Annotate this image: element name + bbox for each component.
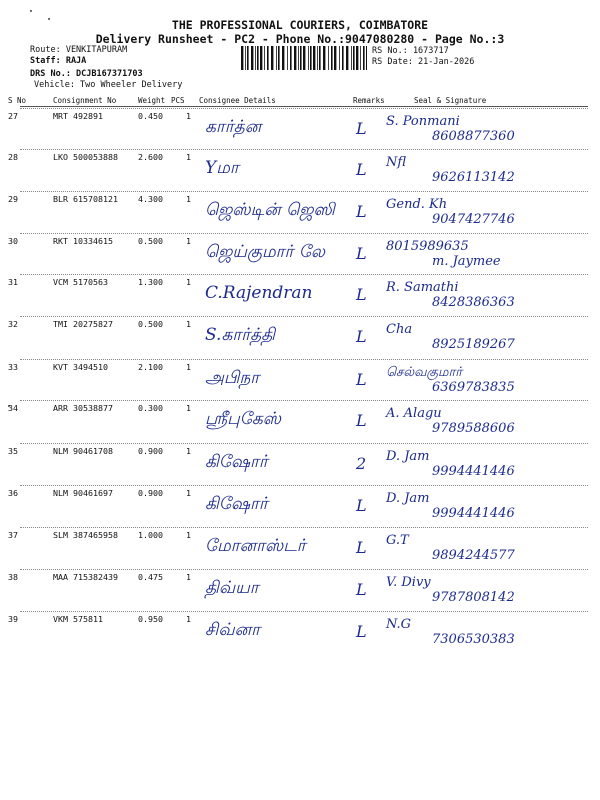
cell-consignment-no: LKO 500053888: [53, 152, 118, 162]
signature-phone: m. Jaymee: [432, 254, 501, 269]
consignee-handwriting: மோனாஸ்டர்: [205, 536, 306, 556]
cell-weight: 1.000: [138, 530, 163, 540]
signature-name: A. Alagu: [386, 406, 442, 421]
signature-phone: 8925189267: [432, 337, 515, 352]
consignee-handwriting: அபிநா: [205, 368, 260, 388]
rs-date: RS Date: 21-Jan-2026: [372, 57, 475, 67]
cell-pcs: 1: [186, 194, 191, 204]
col-consignment: Consignment No: [53, 96, 117, 105]
row-divider: [20, 108, 588, 109]
runsheet-title: THE PROFESSIONAL COURIERS, COIMBATORE: [171, 18, 429, 32]
cell-consignment-no: VKM 575811: [53, 614, 103, 624]
cell-pcs: 1: [186, 614, 191, 624]
row-divider: [20, 316, 588, 317]
vehicle-label: Vehicle: Two Wheeler Delivery: [34, 80, 183, 90]
signature-name: Cha: [386, 322, 413, 337]
cell-weight: 0.300: [138, 403, 163, 413]
signature-name: G.T: [386, 533, 409, 548]
cell-weight: 1.300: [138, 277, 163, 287]
consignee-handwriting: ஜெஸ்டின் ஜெஸி: [205, 200, 335, 220]
table-row: [0, 446, 600, 488]
row-divider: [20, 274, 588, 275]
signature-phone: 9994441446: [432, 506, 515, 521]
signature-phone: 8608877360: [432, 129, 515, 144]
signature-phone: 9894244577: [432, 548, 515, 563]
table-row: [0, 277, 600, 319]
cell-consignment-no: VCM 5170563: [53, 277, 108, 287]
remark-handwriting: L: [356, 580, 367, 599]
row-divider: [20, 233, 588, 234]
remark-handwriting: L: [356, 496, 367, 515]
signature-name: 8015989635: [386, 239, 469, 254]
row-divider: [20, 400, 588, 401]
col-weight: Weight: [138, 96, 166, 105]
remark-handwriting: L: [356, 119, 367, 138]
staff-label: Staff: RAJA: [30, 56, 87, 66]
signature-name: D. Jam: [386, 449, 430, 464]
consignee-handwriting: Yமா: [205, 158, 239, 178]
cell-pcs: 1: [186, 319, 191, 329]
cell-weight: 4.300: [138, 194, 163, 204]
row-divider: [20, 611, 588, 612]
cell-sno: 31: [8, 277, 18, 287]
cell-consignment-no: TMI 20275827: [53, 319, 113, 329]
row-divider: [20, 569, 588, 570]
remark-handwriting: 2: [356, 454, 367, 473]
table-row: [0, 572, 600, 614]
cell-consignment-no: NLM 90461697: [53, 488, 113, 498]
cell-pcs: 1: [186, 362, 191, 372]
table-row: [0, 362, 600, 404]
remark-handwriting: L: [356, 244, 367, 263]
table-row: [0, 152, 600, 194]
cell-weight: 0.500: [138, 236, 163, 246]
cell-pcs: 1: [186, 236, 191, 246]
table-row: [0, 194, 600, 236]
col-seal-signature: Seal & Signature: [414, 96, 487, 105]
cell-weight: 2.100: [138, 362, 163, 372]
cell-sno: 39: [8, 614, 18, 624]
table-row: [0, 319, 600, 361]
cell-consignment-no: MRT 492891: [53, 111, 103, 121]
cell-weight: 0.500: [138, 319, 163, 329]
cell-sno: 30: [8, 236, 18, 246]
cell-pcs: 1: [186, 446, 191, 456]
cell-consignment-no: RKT 10334615: [53, 236, 113, 246]
signature-name: செல்வகுமார்: [386, 365, 463, 380]
cell-pcs: 1: [186, 403, 191, 413]
route-label: Route: VENKITAPURAM: [30, 45, 128, 55]
remark-handwriting: L: [356, 160, 367, 179]
cell-sno: 32: [8, 319, 18, 329]
signature-name: Gend. Kh: [386, 197, 448, 212]
table-row: [0, 530, 600, 572]
col-consignee: Consignee Details: [199, 96, 276, 105]
table-row: [0, 403, 600, 445]
consignee-handwriting: கிஷோர்: [205, 494, 268, 514]
row-divider: [20, 527, 588, 528]
consignee-handwriting: திவ்யா: [205, 578, 259, 598]
cell-weight: 0.900: [138, 488, 163, 498]
cell-sno: 36: [8, 488, 18, 498]
consignee-handwriting: ஜெய்குமார் லே: [205, 242, 326, 262]
cell-pcs: 1: [186, 530, 191, 540]
signature-name: D. Jam: [386, 491, 430, 506]
cell-sno: 33: [8, 362, 18, 372]
cell-consignment-no: KVT 3494510: [53, 362, 108, 372]
remark-handwriting: L: [356, 202, 367, 221]
cell-consignment-no: NLM 90461708: [53, 446, 113, 456]
row-divider: [20, 191, 588, 192]
cell-weight: 0.950: [138, 614, 163, 624]
signature-phone: 8428386363: [432, 295, 515, 310]
consignee-handwriting: கிஷோர்: [205, 452, 268, 472]
col-sno: S No: [8, 96, 27, 105]
cell-pcs: 1: [186, 111, 191, 121]
cell-sno: 35: [8, 446, 18, 456]
cell-pcs: 1: [186, 572, 191, 582]
remark-handwriting: L: [356, 622, 367, 641]
cell-weight: 0.900: [138, 446, 163, 456]
runsheet-subtitle: Delivery Runsheet - PC2 - Phone No.:9047080280 - Page No.:3: [95, 32, 505, 46]
cell-sno: 29: [8, 194, 18, 204]
cell-consignment-no: ARR 30538877: [53, 403, 113, 413]
cell-sno: 38: [8, 572, 18, 582]
signature-phone: 9047427746: [432, 212, 515, 227]
signature-name: R. Samathi: [386, 280, 459, 295]
cell-weight: 0.450: [138, 111, 163, 121]
cell-pcs: 1: [186, 488, 191, 498]
table-row: [0, 236, 600, 278]
consignee-handwriting: சிவ்னா: [205, 620, 260, 640]
cell-sno: 28: [8, 152, 18, 162]
row-divider: [20, 359, 588, 360]
row-divider: [20, 149, 588, 150]
remark-handwriting: L: [356, 285, 367, 304]
signature-phone: 7306530383: [432, 632, 515, 647]
table-row: [0, 111, 600, 153]
consignee-handwriting: S.கார்த்தி: [205, 325, 276, 345]
cell-weight: 2.600: [138, 152, 163, 162]
signature-phone: 9789588606: [432, 421, 515, 436]
remark-handwriting: L: [356, 370, 367, 389]
signature-phone: 9994441446: [432, 464, 515, 479]
table-row: [0, 614, 600, 656]
signature-name: Nfl: [386, 155, 407, 170]
row-divider: [20, 485, 588, 486]
signature-phone: 9626113142: [432, 170, 515, 185]
cell-pcs: 1: [186, 277, 191, 287]
cell-weight: 0.475: [138, 572, 163, 582]
signature-name: S. Ponmani: [386, 114, 460, 129]
cell-pcs: 1: [186, 152, 191, 162]
consignee-handwriting: ஸ்ரீபுகேஸ்: [205, 409, 281, 429]
signature-name: N.G: [386, 617, 412, 632]
barcode-image: [241, 46, 367, 70]
remark-handwriting: L: [356, 411, 367, 430]
cell-sno: 27: [8, 111, 18, 121]
cell-consignment-no: SLM 387465958: [53, 530, 118, 540]
cell-sno: 37: [8, 530, 18, 540]
signature-phone: 9787808142: [432, 590, 515, 605]
signature-name: V. Divy: [386, 575, 431, 590]
remark-handwriting: L: [356, 327, 367, 346]
signature-phone: 6369783835: [432, 380, 515, 395]
consignee-handwriting: C.Rajendran: [205, 283, 313, 303]
row-divider: [20, 443, 588, 444]
consignee-handwriting: கார்த்ன: [205, 117, 262, 137]
col-pcs: PCS: [171, 96, 185, 105]
drs-number: DRS No.: DCJB167371703: [30, 69, 143, 79]
header-divider: [20, 106, 588, 107]
rs-number: RS No.: 1673717: [372, 46, 449, 56]
cell-consignment-no: BLR 615708121: [53, 194, 118, 204]
cell-sno: 34: [8, 403, 18, 413]
cell-consignment-no: MAA 715382439: [53, 572, 118, 582]
remark-handwriting: L: [356, 538, 367, 557]
col-remarks: Remarks: [353, 96, 385, 105]
table-row: [0, 488, 600, 530]
